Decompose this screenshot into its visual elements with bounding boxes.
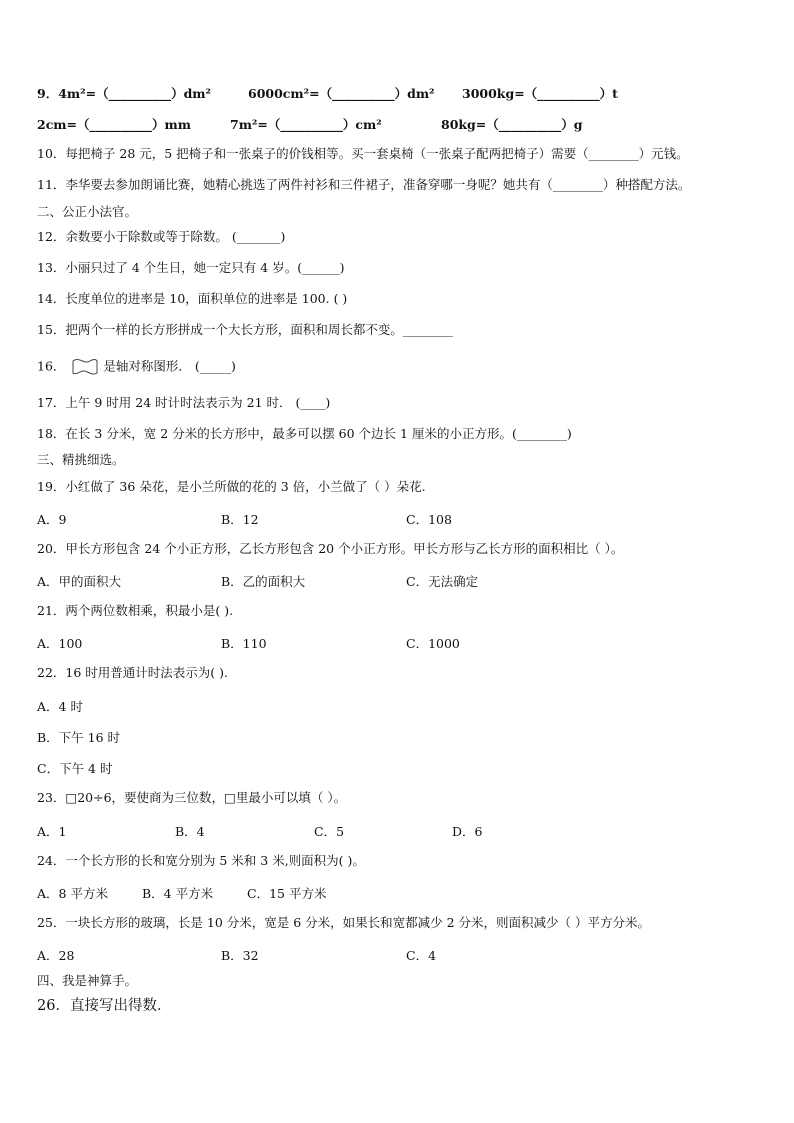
question-24-option-c[interactable]: C．15 平方米	[247, 886, 327, 901]
question-21-option-b[interactable]: B．110	[221, 636, 267, 651]
q9-item-2: 6000cm²=（__________）dm²	[248, 86, 435, 101]
q9-item-5: 7m²=（__________）cm²	[230, 117, 382, 132]
question-25-option-c[interactable]: C．4	[406, 948, 437, 963]
question-19-option-a[interactable]: A．9	[37, 512, 67, 527]
question-24-option-a[interactable]: A．8 平方米	[37, 886, 108, 901]
question-21-option-a[interactable]: A．100	[37, 636, 83, 651]
question-22-option-a[interactable]: A．4 时	[37, 699, 83, 714]
question-24-stem: 24．一个长方形的长和宽分别为 5 米和 3 米,则面积为( )。	[37, 853, 365, 868]
question-23-stem: 23．□20÷6，要使商为三位数，□里最小可以填（ ）。	[37, 790, 347, 805]
question-22-option-c[interactable]: C．下午 4 时	[37, 761, 113, 776]
question-19-stem: 19．小红做了 36 朵花，是小兰所做的花的 3 倍，小兰做了（ ）朵花.	[37, 479, 426, 494]
question-23-option-a[interactable]: A．1	[37, 824, 67, 839]
question-11: 11．李华要去参加朗诵比赛，她精心挑选了两件衬衫和三件裙子，准备穿哪一身呢？她共有（________）种搭配方法。	[37, 177, 691, 192]
section-3-heading: 三、精挑细选。	[37, 452, 125, 467]
question-14: 14．长度单位的进率是 10，面积单位的进率是 100. ( )	[37, 291, 348, 306]
section-4-heading: 四、我是神算手。	[37, 973, 138, 988]
question-18: 18．在长 3 分米，宽 2 分米的长方形中，最多可以摆 60 个边长 1 厘米的小正方形。(________)	[37, 426, 572, 441]
q9-item-4: 2cm=（__________）mm	[37, 117, 191, 132]
question-19-option-c[interactable]: C．108	[406, 512, 452, 527]
question-23-option-b[interactable]: B．4	[175, 824, 205, 839]
question-25-option-a[interactable]: A．28	[37, 948, 75, 963]
question-23-option-c[interactable]: C．5	[314, 824, 345, 839]
question-16-number: 16．	[37, 358, 66, 374]
question-24-option-b[interactable]: B．4 平方米	[142, 886, 214, 901]
question-20-option-c[interactable]: C．无法确定	[406, 574, 479, 589]
question-16	[37, 356, 236, 378]
question-17: 17．上午 9 时用 24 时计时法表示为 21 时． (____)	[37, 395, 331, 410]
question-10: 10．每把椅子 28 元，5 把椅子和一张桌子的价钱相等。买一套桌椅（一张桌子配两把椅子）需要（________）元钱。	[37, 146, 689, 161]
q9-item-1: 9．4m²=（__________）dm²	[37, 86, 212, 101]
wavy-flag-icon	[71, 356, 99, 378]
question-21-stem: 21．两个两位数相乘，积最小是( ).	[37, 603, 234, 618]
question-25-option-b[interactable]: B．32	[221, 948, 259, 963]
question-22-option-b[interactable]: B．下午 16 时	[37, 730, 121, 745]
section-2-heading: 二、公正小法官。	[37, 204, 138, 219]
question-20-stem: 20．甲长方形包含 24 个小正方形，乙长方形包含 20 个小正方形。甲长方形与乙长方形的面积相比（ ）。	[37, 541, 624, 556]
question-26: 26．直接写出得数．	[37, 998, 172, 1014]
question-20-option-a[interactable]: A．甲的面积大	[37, 574, 122, 589]
question-25-stem: 25．一块长方形的玻璃，长是 10 分米，宽是 6 分米，如果长和宽都减少 2 分米，则面积减少（ ）平方分米。	[37, 915, 651, 930]
question-19-option-b[interactable]: B．12	[221, 512, 259, 527]
question-20-option-b[interactable]: B．乙的面积大	[221, 574, 306, 589]
question-22-stem: 22．16 时用普通计时法表示为( ).	[37, 665, 228, 680]
question-12: 12．余数要小于除数或等于除数。 (_______)	[37, 229, 286, 244]
question-16-text: 是轴对称图形． (_____)	[103, 358, 236, 374]
question-15: 15．把两个一样的长方形拼成一个大长方形，面积和周长都不变。________	[37, 322, 453, 337]
question-21-option-c[interactable]: C．1000	[406, 636, 460, 651]
q9-item-3: 3000kg=（__________）t	[462, 86, 618, 101]
question-23-option-d[interactable]: D．6	[452, 824, 483, 839]
q9-item-6: 80kg=（__________）g	[441, 117, 583, 132]
question-13: 13．小丽只过了 4 个生日，她一定只有 4 岁。(______)	[37, 260, 345, 275]
